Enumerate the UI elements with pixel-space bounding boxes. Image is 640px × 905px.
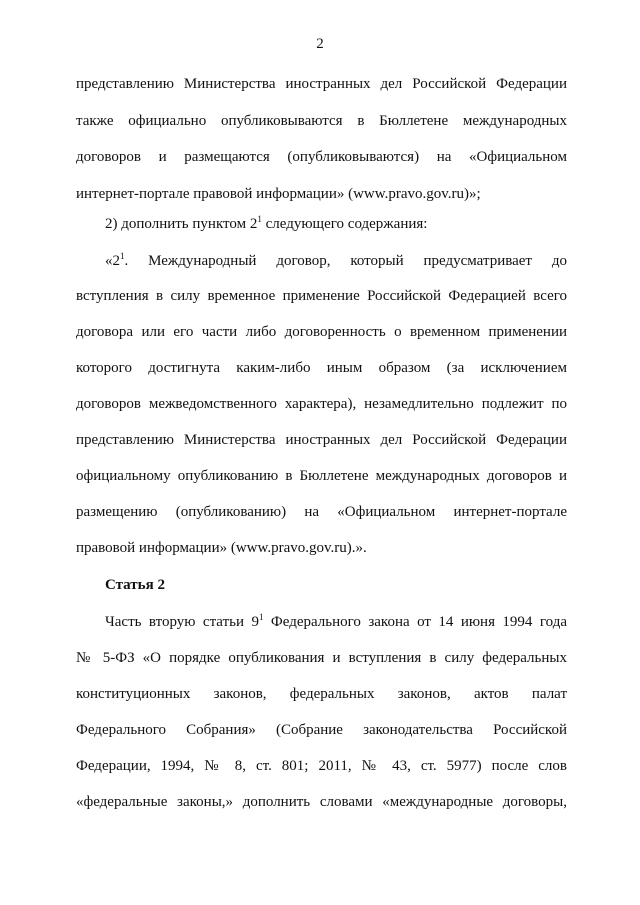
amendment-item-text: 2) дополнить пунктом 2 [105,216,258,232]
paragraph-text: Федерального закона от 14 июня 1994 года [263,614,567,630]
paragraph-line: которого достигнута каким-либо иным образом (за исключением [76,360,567,376]
superscript: 1 [257,214,262,224]
paragraph-line: представлению Министерства иностранных дел Российской Федерации [76,76,567,92]
article-heading: Статья 2 [105,577,165,593]
paragraph-line: размещению (опубликованию) на «Официальном интернет-портале [76,504,567,520]
paragraph-line: также официально опубликовываются в Бюллетене международных [76,113,567,129]
paragraph-text: . Международный договор, который предусматривает до [124,253,567,269]
paragraph-line [105,251,567,271]
paragraph-line: официальному опубликованию в Бюллетене международных договоров и [76,468,567,484]
paragraph-line: «федеральные законы,» дополнить словами «международные договоры, [76,794,567,810]
amendment-item-text: следующего содержания: [261,216,428,232]
paragraph-line: представлению Министерства иностранных дел Российской Федерации [76,432,567,448]
quote-open: «2 [105,253,120,269]
paragraph-line: конституционных законов, федеральных законов, актов палат [76,686,567,702]
paragraph-line: интернет-портале правовой информации» (www.pravo.gov.ru)»; [76,186,481,202]
page-number: 2 [316,36,324,52]
superscript: 1 [120,251,125,261]
paragraph-line: вступления в силу временное применение Российской Федерацией всего [76,288,567,304]
superscript: 1 [258,612,264,622]
paragraph-line: правовой информации» (www.pravo.gov.ru).». [76,540,367,556]
paragraph-line: договоров межведомственного характера), незамедлительно подлежит по [76,396,567,412]
paragraph-line: Федерации, 1994, № 8, ст. 801; 2011, № 43, ст. 5977) после слов [76,758,567,774]
paragraph-line: договора или его части либо договоренность о временном применении [76,324,567,340]
paragraph-text: Часть вторую статьи 9 [105,614,259,630]
paragraph-line: Федерального Собрания» (Собрание законодательства Российской [76,722,567,738]
paragraph-line: № 5-ФЗ «О порядке опубликования и вступления в силу федеральных [76,650,567,666]
paragraph-line: договоров и размещаются (опубликовываются) на «Официальном [76,149,567,165]
amendment-item [105,214,567,234]
paragraph-line [105,612,567,632]
